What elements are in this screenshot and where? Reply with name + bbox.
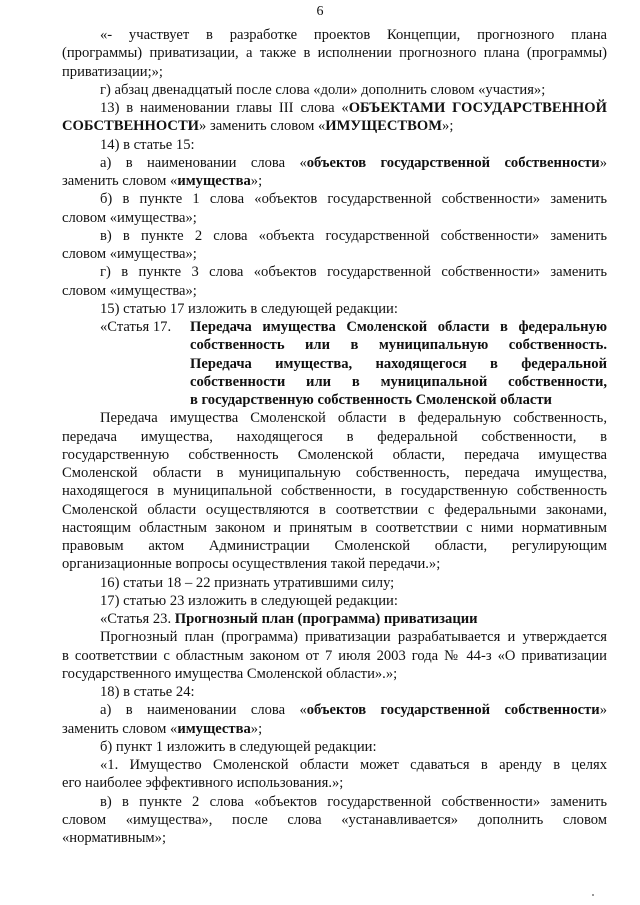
text-line: Передача имущества Смоленской области в федеральную собственность,: [100, 410, 607, 427]
text-line: 18) в статье 24:: [100, 684, 195, 700]
text-line: его наиболее эффективного использования.»;: [62, 775, 344, 792]
text-line: а) в наименовании слова «объектов государственной собственности»: [100, 154, 607, 171]
chapter-rename-line: 13) в наименовании главы III слова «ОБЪЕКТАМИ ГОСУДАРСТВЕННОЙ: [100, 100, 607, 116]
text-line: (программы) приватизации, а также в исполнении прогнозного плана (программы): [62, 45, 607, 62]
text-line: Смоленской области в муниципальную собственность, передача имущества,: [62, 465, 607, 481]
text-line: а) в наименовании слова «объектов государственной собственности»: [100, 702, 607, 719]
text-line: в) в пункте 2 слова «объектов государственной собственности» заменить: [100, 793, 607, 810]
document-body: [62, 26, 607, 847]
text-line: 16) статьи 18 – 22 признать утратившими силу;: [100, 574, 395, 591]
text-line: словом «имущества», после слова «устанавливается» дополнить словом: [62, 811, 607, 828]
text-line: 14) в статье 15:: [100, 136, 195, 153]
text-line: Смоленской области осуществляются в соответствии с федеральными законами,: [62, 501, 607, 518]
text-line: 17) статью 23 изложить в следующей редакции:: [100, 592, 398, 609]
text-line: «нормативным»;: [62, 830, 166, 846]
page-number: 6: [316, 4, 324, 19]
text-line: Прогнозный план (программа) приватизации разрабатывается и утверждается: [100, 629, 607, 646]
text-line: государственного имущества Смоленской области».»;: [62, 665, 398, 682]
text-line: «1. Имущество Смоленской области может сдаваться в аренду в целях: [100, 757, 607, 773]
text-line: б) в пункте 1 слова «объектов государственной собственности» заменить: [100, 191, 607, 208]
text-line: в соответствии с областным законом от 7 июля 2003 года № 44-з «О приватизации: [62, 647, 607, 664]
text-line: находящегося в муниципальной собственности, в государственную собственность: [62, 483, 607, 500]
text-line: заменить словом «имущества»;: [62, 173, 263, 189]
text-line: словом «имущества»;: [62, 246, 197, 262]
text-line: г) абзац двенадцатый после слова «доли» дополнить словом «участия»;: [100, 81, 546, 98]
text-line: настоящим областным законом и принятым в соответствии с ними нормативным: [62, 519, 607, 536]
text-line: в) в пункте 2 слова «объекта государственной собственности» заменить: [100, 227, 607, 244]
article-17-heading: [62, 318, 607, 409]
article-23-heading: «Статья 23. Прогнозный план (программа) приватизации: [100, 611, 478, 627]
text-line: 15) статью 17 изложить в следующей редакции:: [100, 300, 398, 317]
text-line: передача имущества, находящегося в федеральной собственности, в: [62, 428, 607, 445]
text-line: словом «имущества»;: [62, 282, 197, 299]
text-line: приватизации;»;: [62, 63, 163, 80]
text-line: заменить словом «имущества»;: [62, 720, 263, 737]
chapter-rename-line: СОБСТВЕННОСТИ» заменить словом «ИМУЩЕСТВОМ»;: [62, 118, 454, 135]
text-line: организационные вопросы осуществления такой передачи.»;: [62, 556, 441, 573]
article-17-title: Передача имущества Смоленской области в федеральную собственность или в муниципальную собственность. Передача имущества, находящегося в федеральной собственности или в муниципальной собственности, в государственную собственность Смоленской области: [190, 319, 607, 408]
text-line: государственную собственность Смоленской области, передача имущества: [62, 446, 607, 463]
text-line: «- участвует в разработке проектов Концепции, прогнозного плана: [100, 27, 607, 43]
text-line: б) пункт 1 изложить в следующей редакции:: [100, 738, 377, 755]
text-line: г) в пункте 3 слова «объектов государственной собственности» заменить: [100, 264, 607, 281]
scan-speck: [592, 894, 594, 896]
text-line: правовым актом Администрации Смоленской области, регулирующим: [62, 538, 607, 554]
text-line: словом «имущества»;: [62, 209, 197, 226]
article-17-label: «Статья 17.: [100, 319, 172, 335]
